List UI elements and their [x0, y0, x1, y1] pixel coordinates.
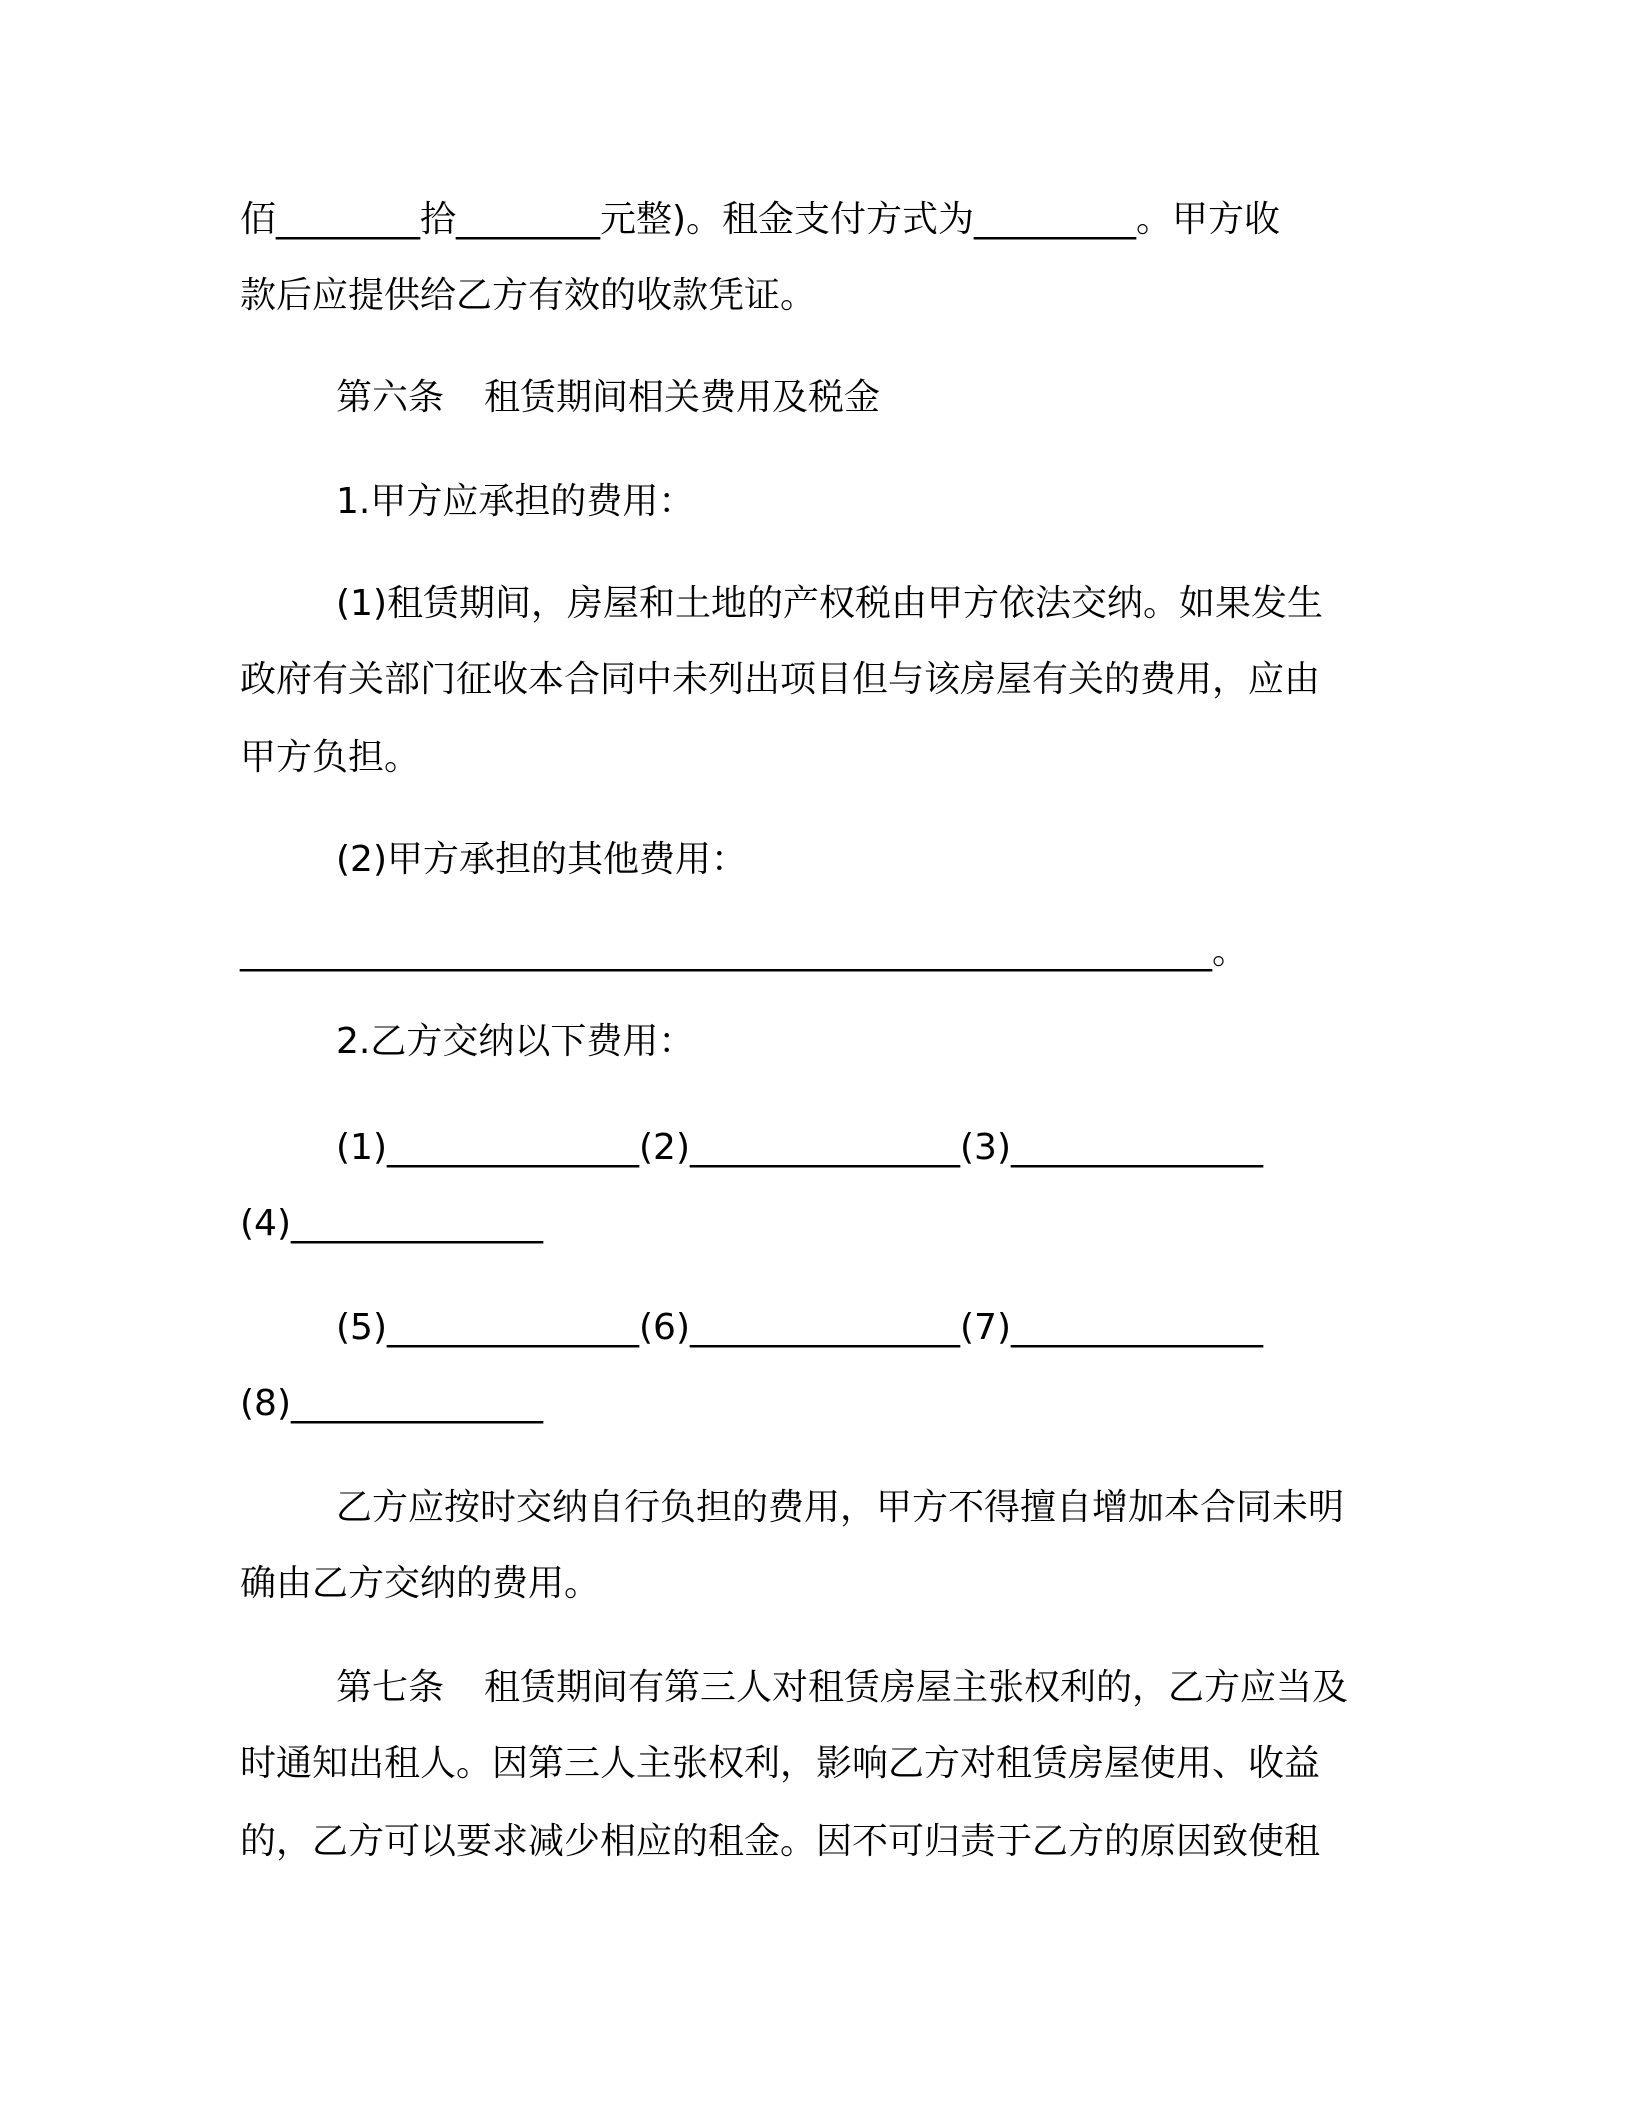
paragraph-fees-line-2: 确由乙方交纳的费用。 — [240, 1563, 601, 1604]
fee-items-row-2: (4)______________ — [240, 1203, 543, 1244]
article-7-line-1 — [336, 1664, 1348, 1712]
article-6-number: 第六条 — [336, 377, 445, 418]
clause-1-1-line-2: 政府有关部门征收本合同中未列出项目但与该房屋有关的费用，应由 — [240, 659, 1321, 700]
clause-1-2-heading: (2)甲方承担的其他费用： — [336, 839, 747, 880]
fee-items-row-1: (1)______________(2)_______________(3)______________ — [336, 1127, 1263, 1168]
fee-items-row-4: (8)______________ — [240, 1383, 543, 1424]
clause-2-heading: 2.乙方交纳以下费用： — [336, 1021, 695, 1062]
article-6-heading — [336, 374, 880, 422]
paragraph-fees-line-1: 乙方应按时交纳自行负担的费用，甲方不得擅自增加本合同未明 — [336, 1487, 1345, 1528]
paragraph-line-1: 佰________拾________元整)。租金支付方式为_________。甲方收 — [240, 199, 1281, 240]
paragraph-line-2: 款后应提供给乙方有效的收款凭证。 — [240, 275, 817, 316]
article-7-text: 租赁期间有第三人对租赁房屋主张权利的，乙方应当及 — [484, 1667, 1349, 1708]
clause-1-heading: 1.甲方应承担的费用： — [336, 481, 695, 522]
clause-1-2-blank: ______________________________________________________。 — [240, 931, 1248, 972]
article-7-line-3: 的，乙方可以要求减少相应的租金。因不可归责于乙方的原因致使租 — [240, 1821, 1321, 1862]
clause-1-1-line-3: 甲方负担。 — [240, 737, 421, 778]
clause-1-1-line-1: (1)租赁期间，房屋和土地的产权税由甲方依法交纳。如果发生 — [336, 583, 1323, 624]
article-7-number: 第七条 — [336, 1667, 445, 1708]
article-7-line-2: 时通知出租人。因第三人主张权利，影响乙方对租赁房屋使用、收益 — [240, 1743, 1321, 1784]
article-6-title: 租赁期间相关费用及税金 — [484, 377, 881, 418]
document-page — [240, 0, 1380, 2112]
fee-items-row-3: (5)______________(6)_______________(7)______________ — [336, 1307, 1263, 1348]
